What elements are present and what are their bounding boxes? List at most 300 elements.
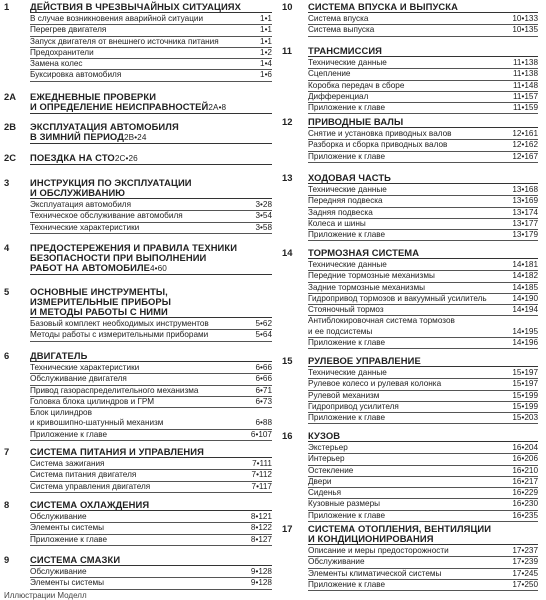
toc-chapter-6 — [4, 351, 272, 441]
chapter-number: 2B — [4, 121, 16, 132]
chapter-title-line — [30, 263, 272, 275]
chapter-title — [30, 122, 272, 145]
entry-label: В случае возникновения аварийной ситуации — [30, 14, 204, 23]
toc-chapter-2B — [4, 122, 272, 145]
entry-label: Приложение к главе — [30, 534, 108, 544]
chapter-title — [308, 524, 538, 546]
chapter-title — [308, 46, 538, 58]
entry-label: Технические данные — [308, 260, 387, 269]
chapter-title-text: ОСНОВНЫЕ ИНСТРУМЕНТЫ, — [30, 286, 168, 297]
toc-entry — [308, 271, 538, 282]
entry-page-ref: 15•203 — [512, 413, 538, 423]
chapter-number: 8 — [4, 499, 10, 510]
toc-entry — [30, 363, 272, 374]
entry-page-ref: 15•197 — [512, 368, 538, 377]
entry-label: Приложение к главе — [308, 413, 386, 423]
entry-page-ref: 13•169 — [512, 196, 538, 206]
chapter-title — [308, 173, 538, 185]
entry-page-ref: 3•28 — [255, 200, 272, 209]
entry-page-ref: 9•128 — [250, 567, 272, 576]
chapter-number: 4 — [4, 242, 10, 253]
chapter-title-text: В ЗИМНИЙ ПЕРИОД — [30, 131, 124, 142]
entry-page-ref: 16•230 — [512, 499, 538, 509]
toc-entry — [308, 488, 538, 499]
entry-label: Экстерьер — [308, 443, 348, 452]
entry-page-ref: 8•127 — [250, 534, 272, 544]
chapter-entries — [308, 14, 538, 37]
chapter-title-line — [30, 132, 272, 144]
entry-page-ref: 16•204 — [512, 443, 538, 452]
chapter-title-text: СИСТЕМА ПИТАНИЯ И УПРАВЛЕНИЯ — [30, 447, 272, 458]
toc-chapter-16 — [282, 431, 538, 522]
entry-label: Технические данные — [308, 185, 387, 194]
toc-entry — [308, 557, 538, 568]
entry-page-ref: 3•54 — [255, 211, 272, 221]
entry-page-ref: 11•138 — [512, 69, 538, 79]
entry-label: Приложение к главе — [308, 579, 386, 589]
chapter-title-line — [30, 153, 272, 165]
toc-entry — [308, 152, 538, 163]
toc-entry — [308, 260, 538, 271]
entry-label: Блок цилиндров — [30, 408, 92, 418]
chapter-title-text: БЕЗОПАСНОСТИ ПРИ ВЫПОЛНЕНИИ — [30, 252, 207, 263]
entry-label: Приложение к главе — [30, 429, 108, 439]
chapter-title-text: И ОБСЛУЖИВАНИЮ — [30, 188, 272, 199]
entry-page-ref: 11•148 — [512, 80, 538, 90]
chapter-title — [30, 92, 272, 115]
toc-entry — [30, 397, 272, 408]
chapter-heading — [4, 92, 272, 115]
entry-label: Снятие и установка приводных валов — [308, 129, 452, 138]
entry-label: Интерьер — [308, 454, 345, 464]
toc-entry — [30, 459, 272, 470]
toc-entry — [308, 69, 538, 80]
chapter-number: 2A — [4, 91, 16, 102]
toc-entry — [30, 523, 272, 534]
entry-page-ref: 11•159 — [512, 103, 538, 113]
entry-page-ref: 7•111 — [252, 459, 272, 468]
entry-label: Обслуживание — [30, 567, 87, 576]
entry-page-ref: 15•199 — [512, 401, 538, 411]
toc-entry — [30, 418, 272, 429]
toc-entry — [308, 443, 538, 454]
chapter-title-text: ПРЕДОСТЕРЕЖЕНИЯ И ПРАВИЛА ТЕХНИКИ — [30, 242, 238, 253]
entry-page-ref: 6•73 — [255, 396, 272, 406]
toc-entry — [308, 338, 538, 349]
entry-page-ref: 16•206 — [512, 454, 538, 464]
entry-label: Приложение к главе — [308, 338, 386, 348]
entry-page-ref: 1•2 — [260, 47, 272, 57]
entry-label: Технические данные — [308, 58, 387, 67]
chapter-number: 6 — [4, 350, 10, 361]
entry-label: Перегрев двигателя — [30, 25, 107, 35]
entry-page-ref: 5•62 — [255, 319, 272, 328]
chapter-entries — [308, 185, 538, 241]
toc-chapter-17 — [282, 524, 538, 591]
toc-entry — [308, 499, 538, 510]
entry-page-ref: 3•58 — [255, 222, 272, 232]
chapter-title-text: СИСТЕМА ОТОПЛЕНИЯ, ВЕНТИЛЯЦИИ — [308, 523, 492, 534]
entry-label: Сиденья — [308, 488, 342, 498]
toc-entry — [308, 580, 538, 591]
entry-label: Технические данные — [308, 368, 387, 377]
entry-label: Гидропривод усилителя — [308, 401, 399, 411]
entry-label: Система управления двигателя — [30, 481, 151, 491]
chapter-heading — [4, 122, 272, 145]
chapter-entries — [30, 200, 272, 234]
chapter-title — [30, 243, 272, 276]
toc-chapter-3 — [4, 178, 272, 234]
entry-page-ref: 11•157 — [512, 91, 538, 101]
chapter-entries — [308, 58, 538, 114]
chapter-entries — [30, 567, 272, 590]
entry-page-ref: 12•162 — [512, 140, 538, 150]
entry-page-ref: 12•167 — [512, 151, 538, 161]
chapter-title-text: РУЛЕВОЕ УПРАВЛЕНИЕ — [308, 356, 538, 367]
entry-page-ref: 6•88 — [255, 418, 272, 428]
toc-entry — [30, 374, 272, 385]
entry-page-ref: 14•181 — [512, 260, 538, 269]
chapter-title-text: СИСТЕМА ВПУСКА И ВЫПУСКА — [308, 2, 538, 13]
entry-page-ref: 8•121 — [250, 512, 272, 521]
toc-entry — [30, 200, 272, 211]
toc-entry — [308, 327, 538, 338]
toc-entry — [308, 103, 538, 114]
toc-entry — [308, 379, 538, 390]
entry-label: Коробка передач в сборе — [308, 80, 405, 90]
chapter-heading — [282, 431, 538, 443]
entry-label: Приложение к главе — [308, 103, 386, 113]
toc-entry — [30, 430, 272, 441]
chapter-title — [308, 117, 538, 129]
chapter-title — [30, 500, 272, 512]
toc-entry — [308, 368, 538, 379]
chapter-title-text: СИСТЕМА СМАЗКИ — [30, 555, 272, 566]
chapter-heading — [282, 248, 538, 260]
entry-label: Технические характеристики — [30, 222, 140, 232]
entry-label: Разборка и сборка приводных валов — [308, 140, 448, 150]
toc-entry — [30, 14, 272, 25]
toc-entry — [308, 402, 538, 413]
entry-page-ref: 11•138 — [512, 58, 538, 67]
toc-entry — [30, 386, 272, 397]
chapter-entries — [308, 546, 538, 591]
toc-entry — [30, 48, 272, 59]
chapter-heading — [282, 524, 538, 546]
entry-label: Гидропривод тормозов и вакуумный усилитель — [308, 293, 487, 303]
chapter-entries — [308, 443, 538, 522]
entry-label: и ее подсистемы — [308, 326, 373, 336]
entry-label: Рулевое колесо и рулевая колонка — [308, 379, 442, 389]
chapter-title-text: ЭКСПЛУАТАЦИЯ АВТОМОБИЛЯ — [30, 121, 179, 132]
toc-entry — [308, 14, 538, 25]
entry-page-ref: 1•1 — [260, 25, 272, 35]
chapter-entries — [30, 319, 272, 342]
entry-label: Методы работы с измерительными приборами — [30, 330, 209, 340]
toc-entry — [308, 58, 538, 69]
entry-label: Задние тормозные механизмы — [308, 282, 425, 292]
chapter-title-text: ДВИГАТЕЛЬ — [30, 351, 272, 362]
entry-page-ref: 13•168 — [512, 185, 538, 194]
entry-label: Передние тормозные механизмы — [308, 271, 435, 281]
entry-label: Запуск двигателя от внешнего источника питания — [30, 36, 219, 46]
chapter-number: 16 — [282, 430, 293, 441]
chapter-number: 13 — [282, 172, 293, 183]
chapter-page-ref: 2C•26 — [114, 154, 138, 163]
chapter-title-text: ПРИВОДНЫЕ ВАЛЫ — [308, 117, 538, 128]
entry-label: Антиблокировочная система тормозов — [308, 316, 455, 326]
chapter-heading — [282, 46, 538, 58]
entry-label: Рулевой механизм — [308, 390, 380, 400]
chapter-title — [308, 248, 538, 260]
chapter-number: 14 — [282, 247, 293, 258]
entry-label: Обслуживание двигателя — [30, 374, 127, 384]
toc-entry — [308, 454, 538, 465]
toc-entry — [30, 223, 272, 234]
toc-entry — [30, 567, 272, 578]
entry-page-ref: 12•161 — [512, 129, 538, 138]
entry-page-ref: 14•190 — [512, 293, 538, 303]
chapter-title — [30, 178, 272, 200]
toc-chapter-9 — [4, 555, 272, 590]
chapter-title-text: РАБОТ НА АВТОМОБИЛЕ — [30, 262, 150, 273]
chapter-entries — [308, 368, 538, 424]
entry-page-ref: 1•1 — [260, 36, 272, 46]
entry-page-ref: 6•66 — [255, 374, 272, 384]
entry-page-ref: 17•239 — [512, 557, 538, 567]
toc-chapter-1 — [4, 2, 272, 82]
chapter-heading — [4, 2, 272, 14]
toc-entry — [308, 219, 538, 230]
entry-page-ref: 1•1 — [260, 14, 272, 23]
chapter-page-ref: 4•60 — [149, 264, 167, 273]
chapter-title — [308, 431, 538, 443]
entry-page-ref: 14•182 — [512, 271, 538, 281]
chapter-number: 17 — [282, 523, 293, 534]
chapter-entries — [308, 129, 538, 163]
entry-label: Буксировка автомобиля — [30, 70, 122, 80]
entry-label: Передняя подвеска — [308, 196, 383, 206]
toc-entry — [30, 330, 272, 341]
chapter-title-text: ТОРМОЗНАЯ СИСТЕМА — [308, 248, 538, 259]
entry-page-ref: 14•196 — [512, 338, 538, 348]
toc-entry — [308, 185, 538, 196]
entry-label: Приложение к главе — [308, 510, 386, 520]
toc-chapter-12 — [282, 117, 538, 163]
toc-entry — [308, 208, 538, 219]
entry-page-ref: 13•174 — [512, 207, 538, 217]
entry-label: Приложение к главе — [308, 151, 386, 161]
entry-label: Привод газораспределительного механизма — [30, 385, 199, 395]
toc-entry — [308, 316, 538, 326]
entry-page-ref: 14•195 — [512, 326, 538, 336]
chapter-title — [30, 555, 272, 567]
toc-entry — [30, 408, 272, 418]
entry-label: Обслуживание — [308, 557, 365, 567]
entry-page-ref: 13•179 — [512, 230, 538, 240]
chapter-entries — [308, 260, 538, 349]
entry-label: Сцепление — [308, 69, 351, 79]
entry-label: Головка блока цилиндров и ГРМ — [30, 396, 155, 406]
entry-page-ref: 15•197 — [512, 379, 538, 389]
chapter-entries — [30, 512, 272, 546]
chapter-heading — [4, 178, 272, 200]
toc-chapter-5 — [4, 287, 272, 342]
chapter-heading — [282, 2, 538, 14]
toc-entry — [308, 81, 538, 92]
entry-page-ref: 8•122 — [250, 523, 272, 533]
toc-entry — [30, 578, 272, 589]
chapter-heading — [282, 356, 538, 368]
chapter-entries — [30, 363, 272, 441]
toc-entry — [308, 25, 538, 36]
toc-entry — [308, 466, 538, 477]
chapter-title — [308, 356, 538, 368]
chapter-heading — [4, 153, 272, 166]
entry-label: Предохранители — [30, 47, 94, 57]
toc-entry — [30, 512, 272, 523]
entry-label: Замена колес — [30, 59, 83, 69]
footer-note: Иллюстрации Моделл — [4, 591, 87, 600]
entry-label: Колеса и шины — [308, 218, 366, 228]
entry-page-ref: 16•210 — [512, 465, 538, 475]
chapter-number: 10 — [282, 1, 293, 12]
toc-chapter-14 — [282, 248, 538, 349]
chapter-heading — [4, 351, 272, 363]
entry-label: Дифференциал — [308, 91, 369, 101]
chapter-heading — [4, 287, 272, 319]
toc-entry — [308, 230, 538, 241]
toc-entry — [308, 546, 538, 557]
entry-label: Базовый комплект необходимых инструментов — [30, 319, 209, 328]
entry-page-ref: 10•135 — [512, 25, 538, 35]
entry-page-ref: 10•133 — [512, 14, 538, 23]
chapter-title-text: И МЕТОДЫ РАБОТЫ С НИМИ — [30, 307, 272, 318]
chapter-heading — [282, 173, 538, 185]
chapter-number: 9 — [4, 554, 10, 565]
toc-entry — [30, 70, 272, 81]
toc-entry — [30, 535, 272, 546]
toc-entry — [308, 413, 538, 424]
chapter-page-ref: 2B•24 — [123, 133, 147, 142]
entry-page-ref: 17•245 — [512, 568, 538, 578]
entry-page-ref: 6•107 — [250, 429, 272, 439]
entry-label: Задняя подвеска — [308, 207, 373, 217]
entry-label: Остекление — [308, 465, 354, 475]
toc-entry — [308, 92, 538, 103]
chapter-title — [30, 287, 272, 319]
entry-page-ref: 1•6 — [260, 70, 272, 80]
chapter-number: 3 — [4, 177, 10, 188]
entry-label: Обслуживание — [30, 512, 87, 521]
chapter-number: 5 — [4, 286, 10, 297]
chapter-title — [308, 2, 538, 14]
chapter-title — [30, 351, 272, 363]
toc-entry — [30, 59, 272, 70]
chapter-number: 7 — [4, 446, 10, 457]
chapter-heading — [4, 447, 272, 459]
toc-chapter-7 — [4, 447, 272, 493]
toc-entry — [308, 294, 538, 305]
toc-entry — [30, 319, 272, 330]
chapter-entries — [30, 459, 272, 493]
toc-entry — [308, 140, 538, 151]
chapter-title-text: ДЕЙСТВИЯ В ЧРЕЗВЫЧАЙНЫХ СИТУАЦИЯХ — [30, 2, 272, 13]
entry-label: Элементы системы — [30, 523, 105, 533]
entry-page-ref: 16•217 — [512, 476, 538, 486]
entry-label: Эксплуатация автомобиля — [30, 200, 132, 209]
entry-page-ref: 7•112 — [251, 470, 272, 480]
toc-entry — [30, 211, 272, 222]
toc-chapter-2A — [4, 92, 272, 115]
chapter-title-text: ТРАНСМИССИЯ — [308, 46, 538, 57]
entry-page-ref: 14•185 — [512, 282, 538, 292]
entry-page-ref: 1•4 — [260, 59, 272, 69]
chapter-number: 1 — [4, 1, 10, 12]
entry-label: Двери — [308, 476, 332, 486]
toc-entry — [308, 511, 538, 522]
toc-entry — [308, 477, 538, 488]
entry-label: Стояночный тормоз — [308, 305, 384, 315]
entry-label: Техническое обслуживание автомобиля — [30, 211, 183, 221]
toc-chapter-11 — [282, 46, 538, 114]
toc-entry — [30, 470, 272, 481]
entry-page-ref: 7•117 — [251, 481, 272, 491]
chapter-heading — [4, 555, 272, 567]
chapter-title-text: ЕЖЕДНЕВНЫЕ ПРОВЕРКИ — [30, 91, 157, 102]
entry-page-ref: 13•177 — [512, 218, 538, 228]
chapter-title — [30, 153, 272, 166]
chapter-entries — [30, 14, 272, 82]
toc-chapter-8 — [4, 500, 272, 546]
toc-entry — [308, 305, 538, 316]
toc-entry — [30, 25, 272, 36]
toc-entry — [308, 283, 538, 294]
entry-page-ref: 14•194 — [512, 305, 538, 315]
chapter-title-text: КУЗОВ — [308, 431, 538, 442]
chapter-heading — [282, 117, 538, 129]
chapter-title-text: ИНСТРУКЦИЯ ПО ЭКСПЛУАТАЦИИ — [30, 177, 192, 188]
entry-page-ref: 5•64 — [255, 330, 272, 340]
entry-label: Приложение к главе — [308, 230, 386, 240]
toc-entry — [308, 569, 538, 580]
entry-page-ref: 16•235 — [512, 510, 538, 520]
entry-page-ref: 16•229 — [512, 488, 538, 498]
toc-chapter-4 — [4, 243, 272, 276]
entry-label: Описание и меры предосторожности — [308, 546, 449, 555]
chapter-number: 11 — [282, 45, 292, 56]
chapter-number: 2C — [4, 152, 16, 163]
chapter-title — [30, 2, 272, 14]
entry-label: Кузовные размеры — [308, 499, 381, 509]
chapter-title-text: И КОНДИЦИОНИРОВАНИЯ — [308, 534, 538, 545]
toc-chapter-10 — [282, 2, 538, 37]
entry-page-ref: 15•199 — [512, 390, 538, 400]
entry-page-ref: 6•66 — [255, 363, 272, 372]
chapter-title-line — [30, 102, 272, 114]
toc-chapter-15 — [282, 356, 538, 424]
entry-label: Технические характеристики — [30, 363, 140, 372]
chapter-title-text: ПОЕЗДКА НА СТО — [30, 152, 115, 163]
chapter-number: 15 — [282, 355, 293, 366]
entry-label: Элементы климатической системы — [308, 568, 442, 578]
toc-entry — [30, 482, 272, 493]
toc-entry — [308, 196, 538, 207]
entry-label: и кривошипно-шатунный механизм — [30, 418, 164, 428]
toc-entry — [308, 391, 538, 402]
toc-chapter-13 — [282, 173, 538, 241]
chapter-title — [30, 447, 272, 459]
